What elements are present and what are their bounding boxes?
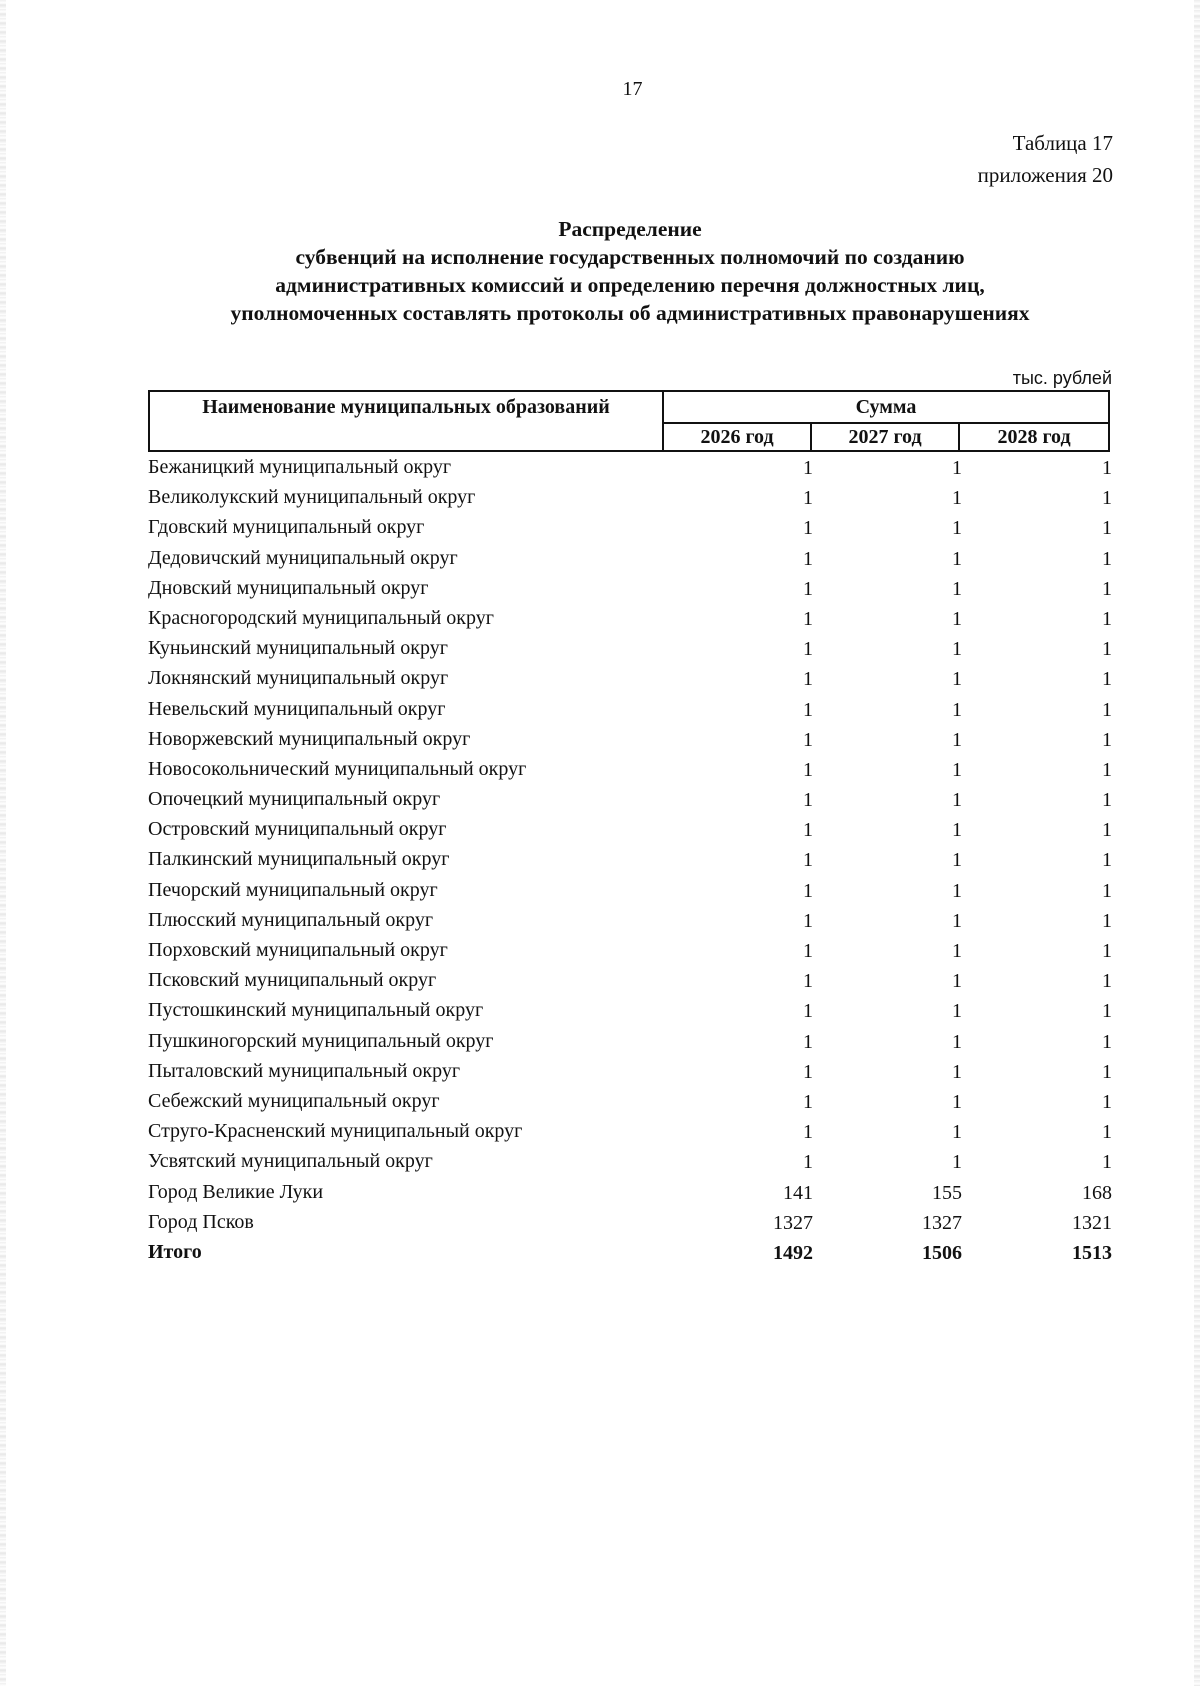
value-2028: 1: [1102, 668, 1112, 691]
value-2028: 1: [1102, 607, 1112, 630]
table-header: [148, 390, 1110, 452]
value-2026: 1: [803, 457, 813, 479]
table-row: [148, 1056, 1110, 1086]
title-line3: административных комиссий и определению перечня должностных лиц,: [275, 273, 985, 297]
value-2028: 1: [1102, 758, 1112, 781]
value-2028: 1: [1102, 547, 1112, 570]
value-2026: 1: [803, 1030, 813, 1053]
value-2027: 1: [952, 1090, 962, 1113]
table-row: [148, 543, 1110, 573]
value-2026: 1327: [773, 1211, 813, 1234]
value-2028: 1: [1102, 789, 1112, 812]
row-name: Дновский муниципальный округ: [148, 576, 429, 599]
row-name: Порховский муниципальный округ: [148, 939, 448, 961]
value-2026: 1: [803, 970, 813, 993]
value-2027: 1: [952, 487, 962, 510]
value-2027: 1: [952, 1151, 962, 1174]
value-2026: 1492: [773, 1241, 813, 1264]
table-row: [148, 482, 1110, 512]
header-year-2028: 2028 год: [997, 426, 1071, 448]
value-2026: 1: [803, 1090, 813, 1113]
table-ref-line2: приложения 20: [977, 163, 1113, 187]
row-name: Усвятский муниципальный округ: [148, 1150, 433, 1173]
row-name: Псковский муниципальный округ: [148, 969, 437, 992]
value-2027: 1: [952, 940, 962, 962]
document-title: [140, 215, 1120, 327]
value-2027: 1: [952, 879, 962, 902]
row-name: Новосокольнический муниципальный округ: [148, 757, 527, 780]
header-year-2027: 2027 год: [812, 424, 960, 450]
value-2027: 1: [952, 607, 962, 630]
row-name: Плюсский муниципальный округ: [148, 908, 434, 931]
table-row: [148, 1177, 1110, 1207]
table-row: [148, 965, 1110, 995]
value-2028: 1: [1102, 909, 1112, 932]
value-2027: 1: [952, 728, 962, 751]
table-row: [148, 633, 1110, 663]
row-name: Островский муниципальный округ: [148, 818, 447, 841]
table-row: [148, 452, 1110, 482]
row-name: Себежский муниципальный округ: [148, 1089, 440, 1112]
table-row: [148, 1116, 1110, 1146]
table-row: [148, 905, 1110, 935]
value-2026: 1: [803, 789, 813, 812]
header-sum: Сумма: [664, 392, 1108, 424]
table-row: [148, 875, 1110, 905]
value-2026: 1: [803, 698, 813, 721]
value-2026: 1: [803, 517, 813, 540]
value-2028: 1: [1102, 487, 1112, 510]
value-2028: 1: [1102, 1151, 1112, 1174]
row-name: Новоржевский муниципальный округ: [148, 727, 471, 750]
value-2028: 168: [1082, 1181, 1112, 1204]
value-2027: 1: [952, 517, 962, 540]
value-2026: 141: [783, 1181, 813, 1204]
value-2027: 155: [932, 1181, 962, 1204]
row-name: Дедовичский муниципальный округ: [148, 546, 458, 569]
table-row: [148, 814, 1110, 844]
value-2028: 1513: [1072, 1241, 1112, 1264]
row-name: Гдовский муниципальный округ: [148, 516, 425, 539]
row-name: Опочецкий муниципальный округ: [148, 788, 441, 811]
value-2028: 1: [1102, 1090, 1112, 1113]
table-row: [148, 784, 1110, 814]
page-number: 17: [622, 78, 643, 100]
value-2026: 1: [803, 547, 813, 570]
value-2027: 1: [952, 819, 962, 842]
row-name: Великолукский муниципальный округ: [148, 486, 476, 509]
row-name: Палкинский муниципальный округ: [148, 848, 450, 871]
value-2027: 1: [952, 698, 962, 721]
value-2027: 1327: [922, 1211, 962, 1234]
value-2028: 1: [1102, 638, 1112, 661]
scan-edge-right: [1194, 0, 1200, 1686]
value-2026: 1: [803, 909, 813, 932]
value-2026: 1: [803, 607, 813, 630]
row-name: Струго-Красненский муниципальный округ: [148, 1120, 523, 1143]
table-row: [148, 1146, 1110, 1176]
table-body: [148, 452, 1110, 1267]
value-2026: 1: [803, 819, 813, 842]
value-2026: 1: [803, 758, 813, 781]
value-2026: 1: [803, 1151, 813, 1174]
header-year-2026: 2026 год: [664, 424, 812, 450]
row-name: Город Великие Луки: [148, 1180, 324, 1203]
value-2027: 1: [952, 1000, 962, 1023]
title-line4: уполномоченных составлять протоколы об административных правонарушениях: [230, 301, 1030, 325]
value-2026: 1: [803, 728, 813, 751]
value-2028: 1: [1102, 1000, 1112, 1023]
value-2027: 1: [952, 668, 962, 691]
value-2026: 1: [803, 668, 813, 691]
value-2028: 1: [1102, 577, 1112, 600]
value-2027: 1: [952, 849, 962, 872]
table-row: [148, 573, 1110, 603]
table-row: [148, 754, 1110, 784]
value-2027: 1: [952, 1030, 962, 1053]
table-row: [148, 1086, 1110, 1116]
header-name: Наименование муниципальных образований: [150, 392, 664, 450]
value-2028: 1: [1102, 1121, 1112, 1144]
table-row: [148, 603, 1110, 633]
table-row: [148, 935, 1110, 965]
value-2027: 1: [952, 638, 962, 661]
table-row: [148, 663, 1110, 693]
row-name: Пыталовский муниципальный округ: [148, 1059, 461, 1082]
scan-edge-left: [0, 0, 6, 1686]
value-2028: 1: [1102, 1060, 1112, 1083]
row-name: Итого: [148, 1240, 202, 1263]
table-row: [148, 1207, 1110, 1237]
value-2028: 1: [1102, 849, 1112, 872]
table-ref-line1: Таблица 17: [1012, 131, 1113, 155]
value-2026: 1: [803, 940, 813, 962]
table-row: [148, 512, 1110, 542]
table-row: [148, 1026, 1110, 1056]
value-2026: 1: [803, 638, 813, 661]
row-name: Невельский муниципальный округ: [148, 697, 446, 720]
value-2028: 1: [1102, 728, 1112, 751]
value-2028: 1: [1102, 819, 1112, 842]
value-2026: 1: [803, 849, 813, 872]
value-2028: 1: [1102, 940, 1112, 962]
value-2027: 1: [952, 758, 962, 781]
value-2028: 1: [1102, 970, 1112, 993]
value-2027: 1: [952, 1121, 962, 1144]
value-2028: 1321: [1072, 1211, 1112, 1234]
row-name: Печорский муниципальный округ: [148, 878, 438, 901]
row-name: Бежаницкий муниципальный округ: [148, 456, 452, 478]
value-2027: 1: [952, 577, 962, 600]
value-2026: 1: [803, 577, 813, 600]
table-row: [148, 995, 1110, 1025]
value-2026: 1: [803, 879, 813, 902]
value-2028: 1: [1102, 517, 1112, 540]
table-row: [148, 724, 1110, 754]
value-2027: 1506: [922, 1241, 962, 1264]
row-name: Локнянский муниципальный округ: [148, 667, 449, 690]
value-2027: 1: [952, 547, 962, 570]
value-2026: 1: [803, 1060, 813, 1083]
table-reference: [978, 127, 1113, 191]
value-2026: 1: [803, 487, 813, 510]
table-row: [148, 844, 1110, 874]
row-name: Куньинский муниципальный округ: [148, 637, 448, 660]
value-2026: 1: [803, 1121, 813, 1144]
title-line2: субвенций на исполнение государственных полномочий по созданию: [295, 245, 965, 269]
value-2028: 1: [1102, 457, 1112, 479]
value-2027: 1: [952, 789, 962, 812]
row-name: Красногородский муниципальный округ: [148, 606, 494, 629]
value-2027: 1: [952, 457, 962, 479]
total-row: [148, 1237, 1110, 1267]
value-2026: 1: [803, 1000, 813, 1023]
value-2028: 1: [1102, 1030, 1112, 1053]
value-2027: 1: [952, 970, 962, 993]
row-name: Город Псков: [148, 1210, 254, 1233]
value-2028: 1: [1102, 879, 1112, 902]
title-line1: Распределение: [558, 217, 702, 241]
table-row: [148, 694, 1110, 724]
value-2027: 1: [952, 909, 962, 932]
value-2027: 1: [952, 1060, 962, 1083]
row-name: Пушкиногорский муниципальный округ: [148, 1029, 494, 1052]
units-label: тыс. рублей: [1012, 368, 1112, 388]
value-2028: 1: [1102, 698, 1112, 721]
row-name: Пустошкинский муниципальный округ: [148, 999, 484, 1022]
